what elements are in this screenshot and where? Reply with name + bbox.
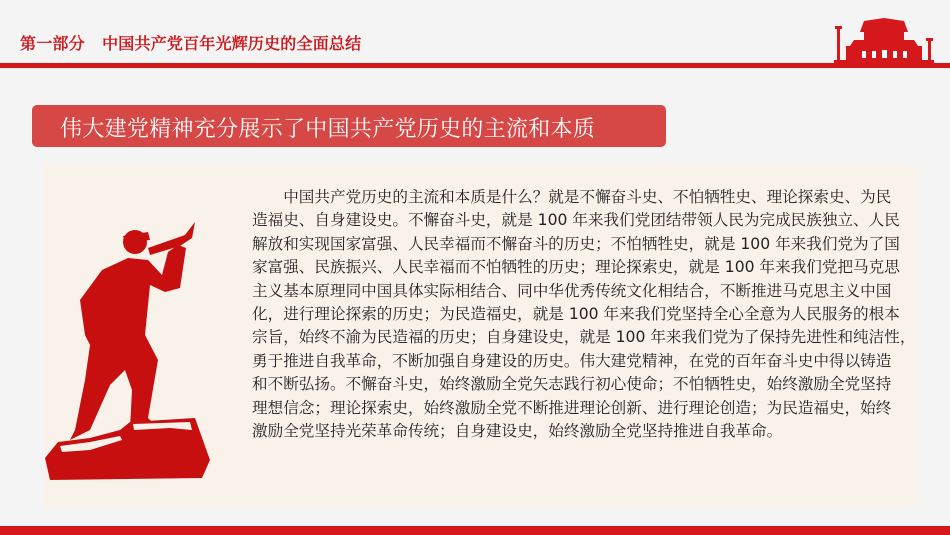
subtitle-banner: [32, 105, 666, 147]
text-line: 勇于推进自我革命，不断加强自身建设的历史。伟大建党精神，在党的百年奋斗史中得以铸造: [252, 351, 892, 370]
text-line: 解放和实现国家富强、人民幸福而不懈奋斗的历史；不怕牺牲史，就是 100 年来我们党为了国: [252, 234, 900, 253]
text-line: 理想信念；理论探索史，始终激励全党不断推进理论创新、进行理论创造；为民造福史，始终: [252, 398, 892, 417]
text-line: 化，进行理论探索的历史；为民造福史，就是 100 年来我们党坚持全心全意为人民服务的根本: [252, 305, 900, 324]
footer-divider: [0, 526, 950, 535]
text-line: 宗旨，始终不渝为民造福的历史；自身建设史，就是 100 年来我们党为了保持先进性和纯洁性，: [252, 328, 916, 347]
text-line: 造福史、自身建设史。不懈奋斗史，就是 100 年来我们党团结带领人民为完成民族独立、人民: [252, 211, 900, 230]
tiananmen-icon: [834, 18, 934, 64]
text-line: 和不断弘扬。不懈奋斗史，始终激励全党矢志践行初心使命；不怕牺牲史，始终激励全党坚持: [252, 375, 892, 394]
text-line: 主义基本原理同中国具体实际相结合、同中华优秀传统文化相结合，不断推进马克思主义中国: [252, 281, 892, 300]
section-title: 第一部分 中国共产党百年光辉历史的全面总结: [20, 34, 362, 53]
header-divider: [0, 63, 950, 68]
bugler-silhouette-icon: [30, 160, 260, 535]
subtitle-text: 伟大建党精神充分展示了中国共产党历史的主流和本质: [60, 117, 596, 142]
text-line: 家富强、民族振兴、人民幸福而不怕牺牲的历史；理论探索史，就是 100 年来我们党把马克思: [252, 258, 900, 277]
text-line: 中国共产党历史的主流和本质是什么？就是不懈奋斗史、不怕牺牲史、理论探索史、为民: [252, 188, 892, 206]
body-text: [252, 186, 932, 443]
text-line: 激励全党坚持光荣革命传统；自身建设史，始终激励全党坚持推进自我革命。: [252, 422, 783, 441]
